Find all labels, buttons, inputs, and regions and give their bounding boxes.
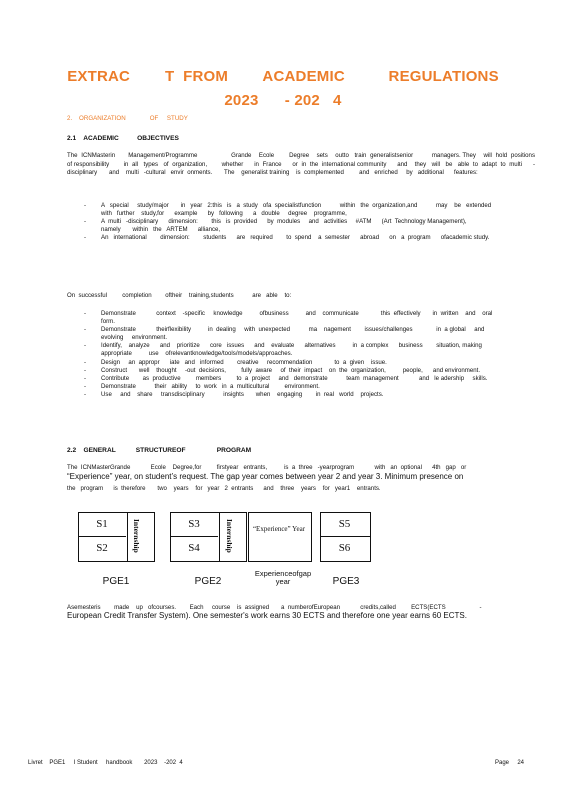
subsection-heading-structure: 2.2 GENERAL STRUCTUREOF PROGRAM xyxy=(67,447,252,454)
objectives-intro: The ICNMasterin Management/Programme Grande Ecole Degree sets outto train generalistsenior managers. They will hold positions of responsibility in all types of organization, whether in France or in the international community and they will be able to adapt to multi -disciplinary and multi -cultural envir onments. The generalist training is complemented and enriched by additional features: xyxy=(67,152,544,177)
list-item: - Identify, analyze and prioritize core issues and evaluate alternatives in a complex business situation, making appropriate use ofrelevantknowledge/tools/models/approaches. xyxy=(84,342,494,358)
semester-s2: S2 xyxy=(96,542,108,554)
subsection-heading-objectives: 2.1 ACADEMIC OBJECTIVES xyxy=(67,135,179,142)
section-heading: 2. ORGANIZATION OF STUDY xyxy=(67,115,188,122)
divider xyxy=(78,536,126,537)
semester-s5: S5 xyxy=(338,518,351,530)
divider xyxy=(320,536,370,537)
pge1-label: PGE1 xyxy=(102,576,130,587)
outcomes-intro: On successful completion oftheir training,students are able to: xyxy=(67,292,292,299)
list-item: - Use and share transdisciplinary insights when engaging in real world projects. xyxy=(84,391,494,399)
list-item: - Demonstrate theirflexibility in dealing with unexpected ma nagement issues/challenges in a global and evolving environment. xyxy=(84,326,494,342)
page-number: Page 24 xyxy=(495,760,525,766)
gap-year-label: Experienceofgap year xyxy=(254,569,312,586)
ects-line2: European Credit Transfer System). One semester's work earns 30 ECTS and therefore one year earns 60 ECTS. xyxy=(67,612,467,620)
list-item: - A special study/major in year 2:this is a study ofa specialistfunction within the organization,and may be extended with further study,for example by following a double degree programme, xyxy=(84,202,494,218)
page-title-line1: EXTRAC T FROM ACADEMIC REGULATIONS xyxy=(67,68,499,85)
list-item: - An international dimension: students are required to spend a semester abroad on a program ofacademic study. xyxy=(84,234,494,242)
list-item: - Demonstrate context -specific knowledge ofbusiness and communicate this effectively in written and oral form. xyxy=(84,310,494,326)
list-item: - Design an appropr iate and informed creative recommendation to a given issue. xyxy=(84,359,494,367)
list-item: - Demonstrate their ability to work in a multicultural environment. xyxy=(84,383,494,391)
internship-label-1: Internship xyxy=(132,519,141,553)
structure-line1: The ICNMasterGrande Ecole Degree,for firstyear entrants, is a three -yearprogram with an optional 4th gap or xyxy=(67,464,467,471)
pge3-label: PGE3 xyxy=(332,576,360,587)
features-list xyxy=(84,202,502,242)
structure-line3: the program is therefore two years for year 2 entrants and three years for year1 entrants. xyxy=(67,485,381,492)
semester-s3: S3 xyxy=(188,518,200,530)
outcomes-list xyxy=(84,310,494,399)
semester-s1: S1 xyxy=(96,518,108,530)
internship-label-2: Internship xyxy=(225,519,234,553)
experience-year-label: “Experience” Year xyxy=(252,525,306,533)
list-item: - Construct well thought -out decisions, fully aware of their impact on the organization, people, and environment. xyxy=(84,367,494,375)
structure-line2: “Experience” year, on student’s request. The gap year comes between year 2 and year 3. Minimum presence on xyxy=(67,473,464,481)
list-item: - A multi -disciplinary dimension: this is provided by modules and activities #ATM (Art Technology Management), namely within the ARTEM alliance, xyxy=(84,218,494,234)
semester-s6: S6 xyxy=(338,542,351,554)
page-title-line2: 2023 - 202 4 xyxy=(224,92,342,109)
footer-left: Livret PGE1 I Student handbook 2023 -202 4 xyxy=(28,760,183,766)
ects-line1: Asemesteris made up ofcourses. Each course is assigned a numberofEuropean credits,called ECTS(ECTS - xyxy=(67,604,482,611)
list-item: - Contribute as productive members to a project and demonstrate team management and le adership skills. xyxy=(84,375,494,383)
pge2-label: PGE2 xyxy=(194,576,222,587)
semester-s4: S4 xyxy=(188,542,200,554)
divider xyxy=(170,536,218,537)
experience-year-box xyxy=(248,512,312,562)
